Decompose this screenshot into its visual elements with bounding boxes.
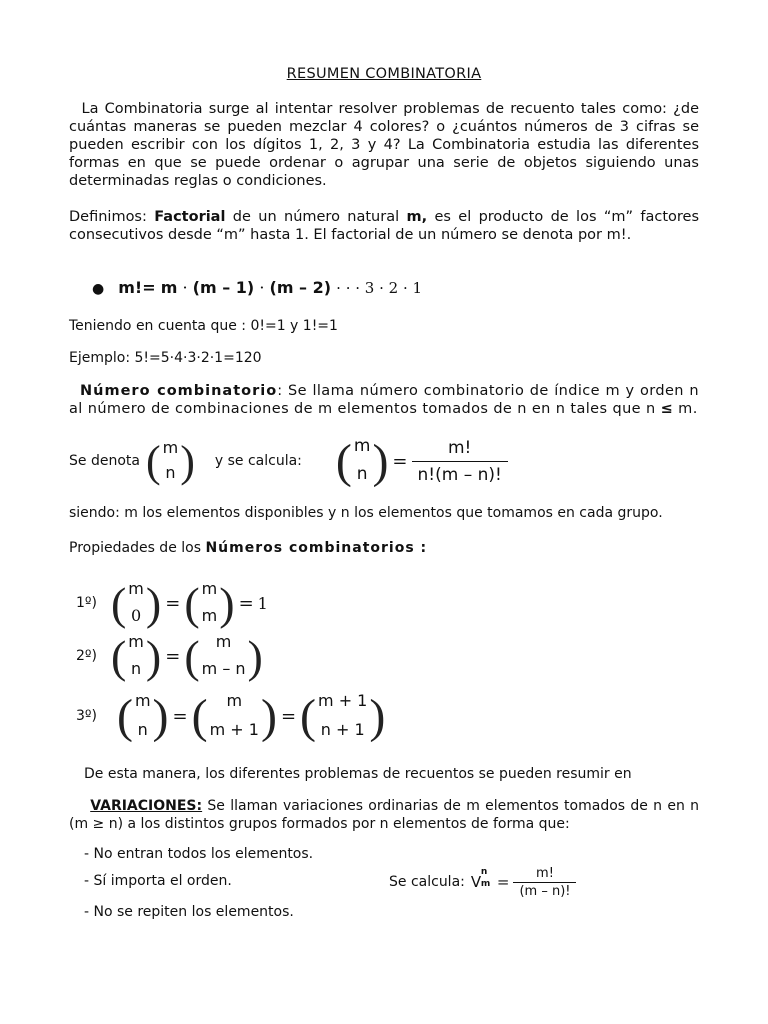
bullet-icon: ● [92, 281, 105, 297]
var-denominator: (m – n)! [513, 882, 576, 899]
equals-sign: = [392, 450, 408, 472]
equals-sign: = [165, 592, 181, 614]
binomial-m-n [146, 436, 195, 487]
var-item-2: - Sí importa el orden. [84, 873, 232, 889]
formula-dot-2: · [259, 278, 265, 297]
binomial [300, 689, 385, 744]
combinatorio-fraction [412, 438, 508, 485]
resumir-line: De esta manera, los diferentes problemas de recuentos se pueden resumir en [84, 766, 632, 782]
factorial-definition [69, 208, 699, 244]
variaciones-definition [69, 797, 699, 833]
var-formula [389, 862, 576, 902]
intro-text: La Combinatoria surge al intentar resolver problemas de recuento tales como: ¿de cuántas maneras se pueden mezclar 4 colores? o ¿cuántos números de 3 cifras se pueden escribir con los dígitos 1, 2, 3 y 4? La Combinatoria estudia las diferentes formas en que se puede ordenar o agrupar una serie de objetos siguiendo unas determinadas reglas o condiciones. [69, 101, 700, 189]
right-paren: ) [260, 689, 277, 743]
combinatorio-definition [69, 382, 699, 418]
right-paren: ) [247, 630, 263, 682]
binom-top: m [353, 435, 371, 456]
factorial-example: Ejemplo: 5!=5·4·3·2·1=120 [69, 350, 262, 366]
combinatorio-term: Número combinatorio [80, 383, 278, 399]
propiedades-term: Números combinatorios : [205, 540, 428, 556]
equals-sign: = [172, 705, 188, 727]
binom-bottom: n [131, 658, 142, 678]
left-paren: ( [184, 630, 200, 682]
right-paren: ) [369, 689, 386, 743]
formula-dot: · [182, 278, 188, 297]
right-paren: ) [219, 577, 235, 629]
var-numerator: m! [536, 865, 554, 881]
right-paren: ) [180, 436, 195, 486]
binom-bottom: n + 1 [320, 719, 365, 739]
binom-top: m [128, 631, 144, 651]
fraction-numerator: m! [447, 437, 472, 458]
binom-top: m [162, 437, 179, 457]
def-rest: es el producto de los “m” factores consecutivos desde “m” hasta 1. El factorial de un número se denota por m!. [69, 209, 699, 243]
binom-top: m [134, 690, 151, 710]
binom-bottom: m [201, 605, 218, 625]
intro-paragraph [69, 100, 699, 190]
equals-sign: = [238, 592, 254, 614]
denota-label: Se denota [69, 453, 140, 469]
var-item-3: - No se repiten los elementos. [84, 904, 294, 920]
binom-bottom: n [356, 463, 368, 484]
propiedades-line [69, 540, 427, 556]
binom-bottom: m + 1 [209, 719, 259, 739]
left-paren: ( [116, 689, 133, 743]
def-prefix: Definimos: [69, 209, 155, 225]
right-paren: ) [145, 630, 162, 682]
equals-sign: = [165, 645, 181, 667]
combinatorio-end: m. [673, 401, 698, 417]
equals-sign: = [280, 705, 297, 727]
right-paren: ) [145, 577, 162, 629]
left-paren: ( [335, 434, 352, 488]
factorial-note: Teniendo en cuenta que : 0!=1 y 1!=1 [69, 318, 338, 334]
variaciones-term: VARIACIONES: [90, 798, 203, 814]
binom-top: m [128, 578, 144, 598]
denota-row [69, 434, 508, 488]
right-paren: ) [152, 689, 169, 743]
siendo-line: siendo: m los elementos disponibles y n los elementos que tomamos en cada grupo. [69, 505, 663, 521]
var-fraction [513, 866, 576, 899]
binomial [117, 689, 169, 744]
binomial [111, 577, 161, 630]
var-sub: m [480, 879, 491, 889]
property-label: 2º) [76, 648, 97, 664]
binom-bottom: n [137, 719, 148, 739]
factorial-var: m, [406, 209, 428, 225]
right-paren: ) [372, 434, 389, 488]
equals-sign: = [496, 873, 510, 891]
formula-factor-1: (m – 1) [192, 278, 255, 297]
binomial [184, 577, 234, 630]
formula-factor-2: (m – 2) [269, 278, 332, 297]
var-item-1: - No entran todos los elementos. [84, 846, 314, 862]
property-2 [76, 631, 263, 681]
binom-top: m + 1 [318, 690, 368, 710]
var-V: V [470, 873, 482, 891]
binom-bottom: n [165, 462, 176, 482]
binom-top: m [226, 690, 243, 710]
property-label: 1º) [76, 595, 97, 611]
var-formula-label: Se calcula: [389, 874, 465, 890]
property-rhs: 1 [257, 593, 268, 613]
def-mid: de un número natural [225, 209, 407, 225]
left-paren: ( [110, 577, 127, 629]
formula-tail: · · · 3 · 2 · 1 [336, 279, 423, 297]
factorial-formula [92, 278, 422, 297]
variaciones-rest: Se llaman variaciones ordinarias de m elementos tomados de n en n (m ≥ n) a los distintos grupos formados por n elementos de forma que: [69, 798, 699, 832]
binom-bottom: 0 [131, 605, 142, 625]
binom-top: m [201, 578, 218, 598]
leq-symbol: ≤ [660, 401, 674, 417]
calcula-label: y se calcula: [214, 453, 302, 469]
binom-bottom: m – n [201, 658, 246, 678]
formula-lhs: m!= [118, 278, 156, 297]
page-title: RESUMEN COMBINATORIA [286, 66, 482, 82]
binomial [192, 689, 277, 744]
left-paren: ( [191, 689, 208, 743]
property-3 [76, 690, 385, 742]
property-label: 3º) [76, 708, 97, 724]
fraction-denominator: n!(m – n)! [412, 461, 508, 485]
left-paren: ( [110, 630, 127, 682]
left-paren: ( [145, 436, 161, 486]
property-1 [76, 578, 268, 628]
left-paren: ( [184, 577, 200, 629]
binomial-m-n-2 [336, 434, 389, 489]
binomial [184, 630, 263, 683]
factorial-term: Factorial [154, 209, 226, 225]
binomial [111, 630, 161, 683]
propiedades-prefix: Propiedades de los [69, 540, 206, 556]
formula-m: m [160, 278, 178, 297]
left-paren: ( [300, 689, 317, 743]
var-sup: n [480, 867, 488, 877]
binom-top: m [215, 631, 232, 651]
var-symbol [470, 867, 493, 891]
combinatorio-rest: : Se llama número combinatorio de índice m y orden n al número de combinaciones de m elementos tomados de n en n tales que n [69, 383, 699, 417]
